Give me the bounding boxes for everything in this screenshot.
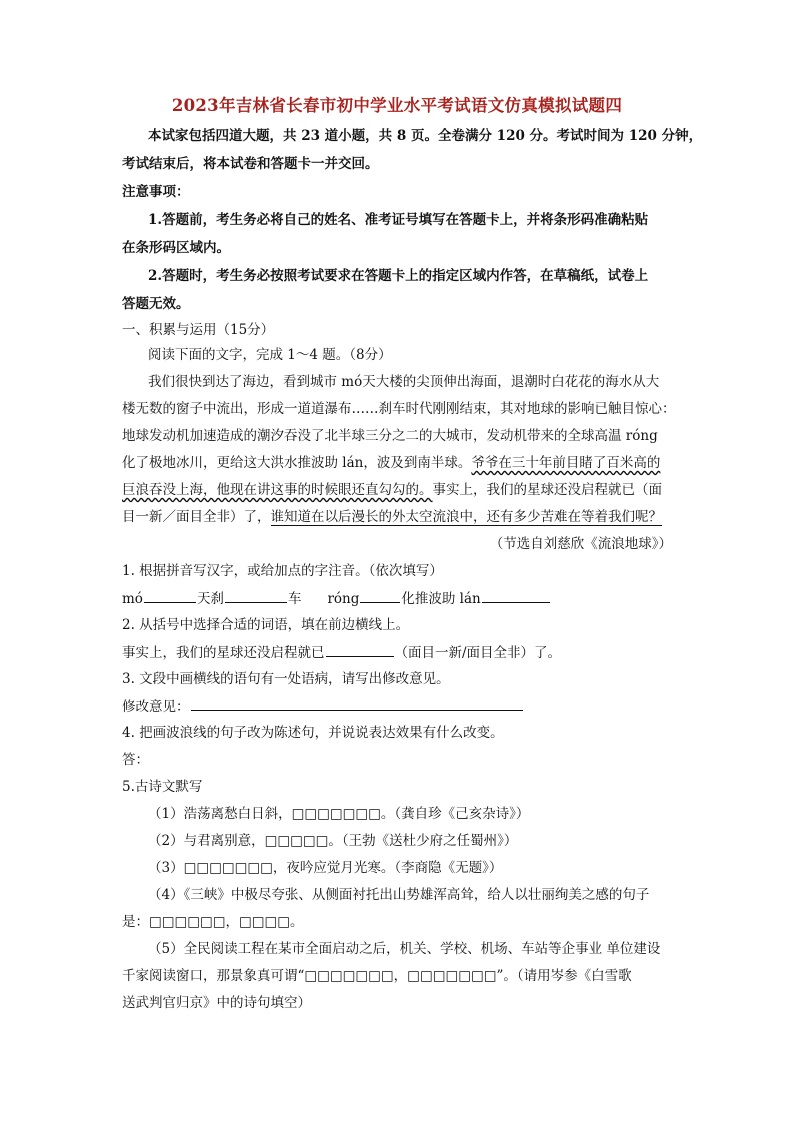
section-1-heading: 一、积累与运用（15分） xyxy=(122,322,275,338)
q5-item-1: （1）浩荡离愁白日斜，□□□□□□□。（龚自珍《己亥杂诗》） xyxy=(148,806,530,822)
passage-line-4-text: 化了极地冰川，更给这大洪水推波助 lán，波及到南半球。 xyxy=(122,455,472,471)
q4-answer-label: 答： xyxy=(122,752,149,768)
q1-word-3: 化推波助 lán xyxy=(401,591,481,607)
q2-blank[interactable] xyxy=(326,642,394,657)
passage-line-6 xyxy=(122,507,662,527)
wavy-sentence-part-2: 巨浪吞没上海，他现在讲这事的时候眼还直勾勾的。 xyxy=(122,482,433,498)
passage-line-2: 楼无数的窗子中流出，形成一道道瀑布……刹车时代刚刚结束，其对地球的影响已触目惊心： xyxy=(122,401,676,417)
passage-line-4 xyxy=(122,453,660,473)
q5-prompt: 5.古诗文默写 xyxy=(122,779,203,795)
q3-answer-line xyxy=(122,696,524,717)
passage-line-3: 地球发动机加速造成的潮汐吞没了北半球三分之二的大城市，发动机带来的全球高温 róng xyxy=(122,428,658,444)
notice-heading: 注意事项： xyxy=(122,184,190,200)
passage-source: （节选自刘慈欣《流浪地球》） xyxy=(489,536,672,552)
q1-blank-3[interactable] xyxy=(360,588,400,603)
passage-line-1: 我们很快到达了海边，看到城市 mó天大楼的尖顶伸出海面，退潮时白花花的海水从大 xyxy=(148,374,660,390)
notice-item-1-line-2: 在条形码区域内。 xyxy=(122,240,230,256)
q1-pinyin-1: mó xyxy=(122,591,143,607)
wavy-sentence-part-1: 爷爷在三十年前目睹了百米高的 xyxy=(471,455,661,471)
notice-item-2-line-2: 答题无效。 xyxy=(122,296,190,312)
intro-line-2: 考试结束后，将本试卷和答题卡一并交回。 xyxy=(122,156,379,172)
notice-item-1-line-1: 1.答题前，考生务必将自己的姓名、准考证号填写在答题卡上，并将条形码准确粘贴 xyxy=(148,212,649,228)
q1-fill-line xyxy=(122,588,551,609)
underlined-sentence: 谁知道在以后漫长的外太空流浪中，还有多少苦难在等着我们呢？ xyxy=(270,509,662,525)
q5-item-5-line-2: 千家阅读窗口，那景象真可谓“□□□□□□□，□□□□□□□”。（请用岑参《白雪歌 xyxy=(122,968,632,984)
section-1-instruction: 阅读下面的文字，完成 1～4 题。（8分） xyxy=(148,347,392,363)
q5-item-5-line-1: （5）全民阅读工程在某市全面启动之后，机关、学校、机场、车站等企事业 单位建设 xyxy=(148,941,661,957)
q3-answer-blank[interactable] xyxy=(191,696,523,711)
passage-line-5-text: 事实上，我们的星球还没启程就已（面 xyxy=(432,482,662,498)
q2-after: （面目一新/面目全非）了。 xyxy=(394,645,562,661)
q3-label: 修改意见： xyxy=(122,699,190,715)
q1-pinyin-2: róng xyxy=(327,591,360,607)
q1-blank-1[interactable] xyxy=(144,588,196,603)
q5-item-4-line-2: 是：□□□□□□，□□□□。 xyxy=(122,914,304,930)
q3-prompt: 3. 文段中画横线的语句有一处语病，请写出修改意见。 xyxy=(122,671,450,687)
q5-item-5-line-3: 送武判官归京》中的诗句填空） xyxy=(122,995,311,1011)
passage-line-6-text: 目一新／面目全非）了， xyxy=(122,509,271,525)
q5-item-4-line-1: （4）《三峡》中极尽夸张、从侧面衬托出山势雄浑高耸，给人以壮丽绚美之感的句子 xyxy=(148,887,650,903)
q2-before: 事实上，我们的星球还没启程就已 xyxy=(122,645,325,661)
intro-line-1: 本试家包括四道大题，共 23 道小题，共 8 页。全卷满分 120 分。考试时间为 120 分钟， xyxy=(148,128,703,144)
exam-title: 2023年吉林省长春市初中学业水平考试语文仿真模拟试题四 xyxy=(171,96,623,115)
passage-line-5 xyxy=(122,480,662,500)
q1-word-2: 车 xyxy=(287,591,302,607)
q2-fill-line xyxy=(122,642,561,663)
q1-blank-4[interactable] xyxy=(482,588,550,603)
q1-word-1: 天刹 xyxy=(196,591,224,607)
q2-prompt: 2. 从括号中选择合适的词语，填在前边横线上。 xyxy=(122,617,410,633)
q4-prompt: 4. 把画波浪线的句子改为陈述句，并说说表达效果有什么改变。 xyxy=(122,725,504,741)
q5-item-3: （3）□□□□□□□，夜吟应觉月光寒。（李商隐《无题》） xyxy=(148,860,503,876)
q1-prompt: 1. 根据拼音写汉字，或给加点的字注音。（依次填写） xyxy=(122,563,443,579)
q1-blank-2[interactable] xyxy=(225,588,287,603)
q5-item-2: （2）与君离别意，□□□□□。（王勃《送杜少府之任蜀州》） xyxy=(148,833,518,849)
notice-item-2-line-1: 2.答题时，考生务必按照考试要求在答题卡上的指定区域内作答，在草稿纸，试卷上 xyxy=(148,268,649,284)
